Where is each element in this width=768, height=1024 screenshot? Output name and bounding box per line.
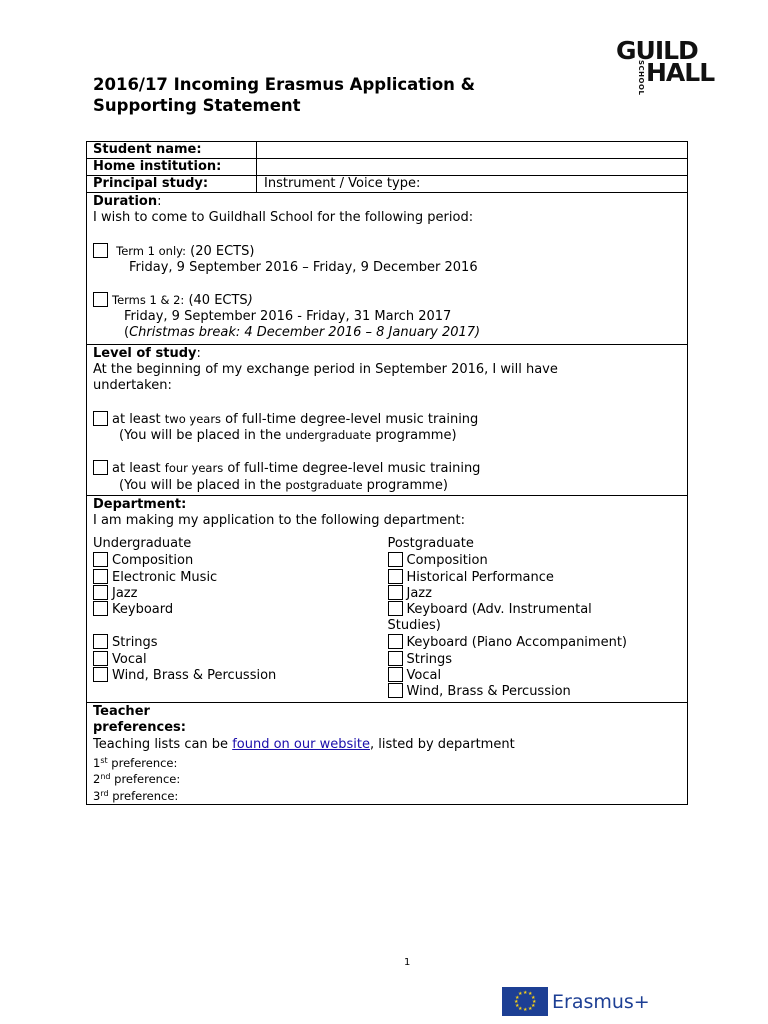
teacher-intro-b: , listed by department [369,736,515,752]
teacher-heading-1: Teacher [93,703,150,719]
opt1-b: two years [164,412,222,427]
term1-dates: Friday, 9 September 2016 – Friday, 9 December 2016 [129,259,478,275]
principal-study-field[interactable]: Instrument / Voice type: [264,176,421,191]
level-section [87,345,687,497]
term2-checkbox[interactable] [93,292,108,307]
pref2-sup: nd [100,772,111,782]
teacher-section [87,703,687,804]
pref1-sup: st [100,755,108,765]
pg-piano-accomp-label: Keyboard (Piano Accompaniment) [406,635,627,651]
logo-school: SCHOOL [637,60,645,96]
level-intro-1: At the beginning of my exchange period in September 2016, I will have [93,361,558,377]
pg-composition-label: Composition [406,553,488,569]
ug-composition-label: Composition [112,553,194,569]
term1-ects: (20 ECTS) [186,244,255,260]
ug-vocal-label: Vocal [112,651,147,667]
ug-strings-checkbox[interactable] [93,634,108,649]
duration-heading-colon: : [157,194,162,209]
title-line-1: 2016/17 Incoming Erasmus Application & [93,75,476,94]
department-intro: I am making my application to the following department: [93,513,465,529]
teacher-heading-2: preferences: [93,720,186,736]
term2-ects: (40 ECTS [184,293,248,309]
page-number: 1 [404,957,411,968]
opt2-note-b: postgraduate [285,477,363,492]
principal-study-label: Principal study: [87,176,257,192]
two-years-checkbox[interactable] [93,411,108,426]
duration-section [87,193,687,345]
teacher-intro-a: Teaching lists can be [93,736,233,752]
ug-wind-checkbox[interactable] [93,667,108,682]
eu-flag-icon: ★ ★ ★ ★ ★ ★ ★ ★ ★ ★ ★ ★ [502,987,548,1016]
home-institution-label: Home institution: [87,159,257,175]
opt1-note-b: undergraduate [285,428,372,443]
document-title [93,74,573,116]
ug-vocal-checkbox[interactable] [93,651,108,666]
opt2-note-a: (You will be placed in the [119,477,286,493]
website-link[interactable]: found on our website [232,736,370,752]
ug-keyboard-label: Keyboard [112,602,174,618]
level-intro-2: undertaken: [93,378,172,394]
level-heading: Level of study [93,345,197,361]
pref3-label: preference: [108,788,179,803]
pg-piano-accomp-checkbox[interactable] [388,634,403,649]
pg-composition-checkbox[interactable] [388,552,403,567]
postgraduate-column [387,536,682,700]
term2-paren: ) [247,293,253,309]
pref1-label: preference: [107,755,178,770]
ug-jazz-label: Jazz [112,585,138,601]
pg-strings-checkbox[interactable] [388,651,403,666]
term1-label: Term 1 only: [116,244,187,259]
erasmus-wordmark: Erasmus+ [552,990,650,1013]
duration-intro: I wish to come to Guildhall School for the following period: [93,210,474,226]
student-name-row [87,142,687,159]
student-name-label: Student name: [87,142,257,158]
home-institution-row [87,159,687,176]
opt1-note-c: programme) [371,428,457,444]
pg-wind-checkbox[interactable] [388,683,403,698]
level-heading-colon: : [196,345,201,361]
pref1-num: 1 [93,755,101,770]
preference-2-row[interactable] [93,769,681,785]
pg-keyboard-adv-label: Keyboard (Adv. Instrumental [406,602,592,618]
department-heading: Department: [93,497,187,513]
opt2-note-c: programme) [362,477,448,493]
pref3-num: 3 [93,788,101,803]
preference-1-row[interactable] [93,753,681,769]
ug-composition-checkbox[interactable] [93,552,108,567]
pg-keyboard-adv-checkbox[interactable] [388,601,403,616]
pref3-sup: rd [100,788,109,798]
ug-electronic-music-label: Electronic Music [112,569,218,585]
pref2-label: preference: [110,772,181,787]
pg-jazz-checkbox[interactable] [388,585,403,600]
opt2-b: four years [164,461,224,476]
ug-keyboard-checkbox[interactable] [93,601,108,616]
term2-label: Terms 1 & 2: [112,293,185,308]
erasmus-logo [502,987,650,1016]
pg-vocal-checkbox[interactable] [388,667,403,682]
student-name-field[interactable] [257,142,687,158]
pg-strings-label: Strings [406,651,453,667]
pref2-num: 2 [93,772,101,787]
pg-wind-label: Wind, Brass & Percussion [406,684,571,700]
preference-3-row[interactable] [93,786,681,802]
pg-vocal-label: Vocal [406,667,442,683]
term1-checkbox[interactable] [93,243,108,258]
title-line-2: Supporting Statement [93,96,301,115]
term2-dates: Friday, 9 September 2016 - Friday, 31 March 2017 [124,308,452,324]
home-institution-field[interactable] [257,159,687,175]
opt1-note-a: (You will be placed in the [119,428,286,444]
pg-historical-label: Historical Performance [406,569,554,585]
opt1-a: at least [112,412,165,428]
ug-wind-label: Wind, Brass & Percussion [112,667,277,683]
undergraduate-heading: Undergraduate [93,535,192,551]
principal-study-row [87,176,687,193]
ug-strings-label: Strings [112,635,158,651]
opt2-c: of full-time degree-level music training [223,461,481,477]
four-years-checkbox[interactable] [93,460,108,475]
ug-electronic-music-checkbox[interactable] [93,569,108,584]
guildhall-logo [616,38,722,106]
pg-jazz-label: Jazz [406,585,432,601]
postgraduate-heading: Postgraduate [387,535,474,551]
term2-break-open: ( [124,325,130,341]
pg-keyboard-adv-cont: Studies) [387,617,441,633]
opt2-a: at least [112,461,165,477]
pg-historical-checkbox[interactable] [388,569,403,584]
opt1-c: of full-time degree-level music training [221,412,479,428]
logo-guild: GUILD [616,36,698,65]
undergraduate-column [93,536,387,700]
department-section [87,496,687,703]
logo-hall: HALL [646,58,715,87]
ug-jazz-checkbox[interactable] [93,585,108,600]
duration-heading: Duration [93,194,158,209]
application-form [86,141,688,805]
term2-break: Christmas break: 4 December 2016 – 8 January 2017) [129,325,481,341]
